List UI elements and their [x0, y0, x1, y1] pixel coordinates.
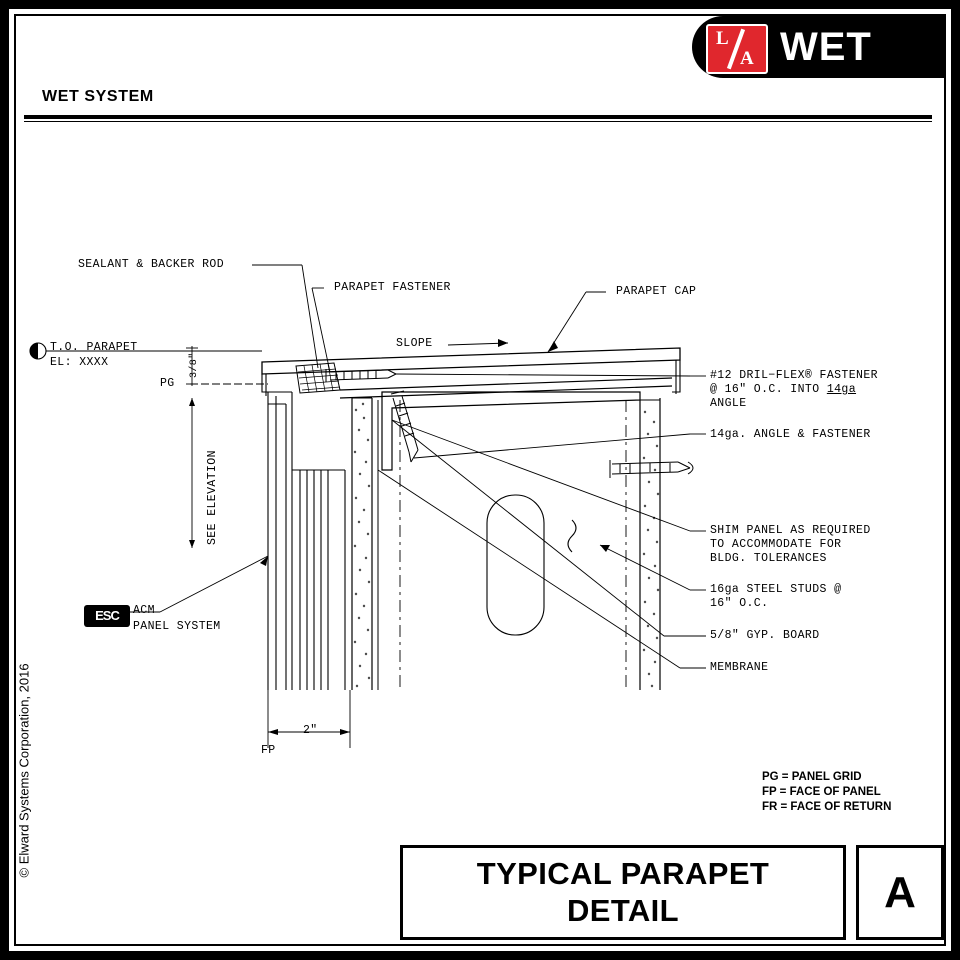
label-studs-line2: 16" O.C.: [710, 597, 769, 610]
label-parapet-cap: PARAPET CAP: [616, 285, 697, 298]
label-shim-line3: BLDG. TOLERANCES: [710, 552, 827, 565]
title-line-1: TYPICAL PARAPET: [476, 856, 770, 891]
label-elevation: EL: XXXX: [50, 356, 109, 369]
sheet-id-letter: A: [884, 868, 916, 917]
label-gyp-board: 5/8" GYP. BOARD: [710, 629, 820, 642]
label-angle-fastener: 14ga. ANGLE & FASTENER: [710, 428, 871, 441]
legend-fp: FP = FACE OF PANEL: [762, 786, 881, 798]
label-drilflex-line3: ANGLE: [710, 397, 747, 410]
logo-letter-a: A: [740, 48, 754, 69]
esc-logo-text: ESC: [95, 608, 119, 623]
esc-logo-icon: [84, 605, 130, 627]
label-drilflex-line2: @ 16" O.C. INTO 14ga: [710, 383, 857, 396]
copyright-notice: © Elward Systems Corporation, 2016: [16, 663, 32, 878]
legend-pg: PG = PANEL GRID: [762, 771, 862, 783]
legend-block: [762, 770, 891, 815]
dim-three-eighths: 3/8": [189, 352, 200, 378]
label-slope: SLOPE: [396, 337, 433, 350]
system-title: WET SYSTEM: [42, 88, 154, 105]
logo-wordmark: WET: [780, 25, 872, 69]
title-block: [400, 845, 846, 940]
label-to-parapet: T.O. PARAPET: [50, 341, 138, 354]
legend-fr: FR = FACE OF RETURN: [762, 801, 892, 813]
label-fp: FP: [261, 744, 276, 757]
label-drilflex-line1: #12 DRIL−FLEX® FASTENER: [710, 369, 878, 382]
label-shim-line2: TO ACCOMMODATE FOR: [710, 538, 842, 551]
label-acm-line2: PANEL SYSTEM: [133, 620, 221, 633]
label-sealant-backer-rod: SEALANT & BACKER ROD: [78, 258, 225, 271]
label-shim-line1: SHIM PANEL AS REQUIRED: [710, 524, 871, 537]
label-studs-line1: 16ga STEEL STUDS @: [710, 583, 842, 596]
label-pg: PG: [160, 377, 175, 390]
label-parapet-fastener: PARAPET FASTENER: [334, 281, 451, 294]
label-membrane: MEMBRANE: [710, 661, 769, 674]
label-see-elevation: SEE ELEVATION: [206, 450, 219, 545]
dim-two-inch: 2": [303, 724, 318, 737]
title-line-2: DETAIL: [566, 893, 680, 928]
sheet-id-block: [856, 845, 944, 940]
label-acm-line1: ACM: [133, 604, 155, 617]
logo-letter-l: L: [716, 28, 729, 49]
